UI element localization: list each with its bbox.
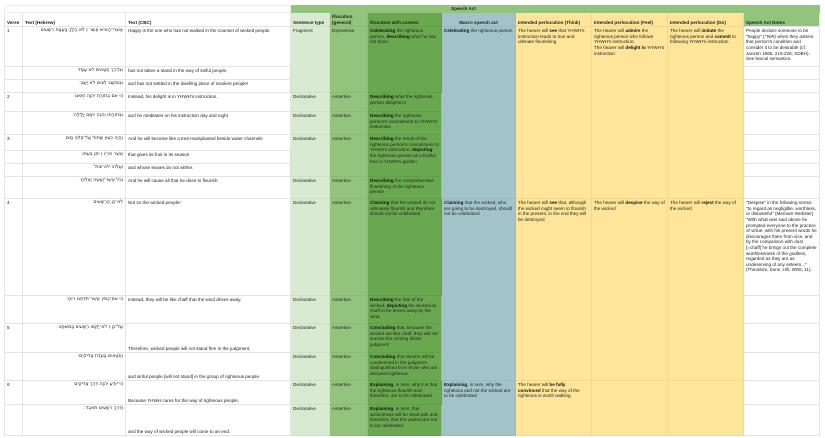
header-illocution-general[interactable]: Illocution (general) [330,13,368,27]
cbc-text-cell[interactable]: and sinful people [will not stand] in the group of righteous people. [126,353,291,381]
macro-speech-act-cell[interactable]: Explaining, in sum, why the righteous and not the wicked are to be celebrated [442,381,516,436]
hebrew-text-cell[interactable]: וְחַטָּאִים בַּעֲדַת צַדִּיקִים׃ [23,353,126,381]
illocution-context-cell[interactable]: Explaining, in sum, that wickedness will be dealt with and, therefore, that the wicked are not to be celebrated [368,405,442,436]
cbc-text-cell[interactable]: And he will become like a tree transplanted beside water channels [126,135,291,151]
notes-cell[interactable] [744,135,820,151]
sentence-type-cell[interactable]: Declarative [291,381,330,405]
sentence-type-cell[interactable]: Declarative [291,93,330,112]
table-row [5,27,820,67]
cbc-text-cell[interactable]: and whose leaves do not wither. [126,164,291,177]
header-macro-speech-act[interactable]: Macro speech act [442,13,516,27]
hebrew-text-cell[interactable]: עַל־כֵּן ׀ לֹא־יָקֻמוּ רְשָׁעִים בַּמִּשְׁפָּט [23,324,126,353]
sentence-type-cell[interactable]: Declarative [291,324,330,353]
illocution-context-cell[interactable]: Describing the fate of the wicked; depicting the wicked as chaff to be driven away by the wind [368,296,442,324]
sentence-type-cell[interactable]: Fragment [291,27,330,93]
notes-cell[interactable] [744,381,820,405]
verse-cell[interactable] [5,405,23,436]
macro-speech-act-cell[interactable]: Claiming that the wicked, who are going to be destroyed, should not be celebrated [442,199,516,381]
illocution-context-cell[interactable]: Describing what the righteous person delights in [368,93,442,112]
macro-speech-act-cell[interactable]: Celebrating the righteous person [442,27,516,199]
notes-cell[interactable] [744,324,820,353]
hebrew-text-cell[interactable]: וְהָיָה כְּעֵץ שָׁתוּל עַל־פַּלְגֵי מָיִם [23,135,126,151]
verse-cell[interactable]: 6 [5,381,23,405]
perlocution-feel-cell[interactable]: The hearer will admire the righteous person who follows YHWH's instruction; The hearer will delight in YHWH's instruction [592,27,668,199]
speech-act-spreadsheet [4,5,820,436]
sentence-type-cell[interactable]: Declarative [291,296,330,324]
illocution-context-cell[interactable]: Celebrating the righteous person, describing what he has not done [368,27,442,93]
speech-act-band[interactable]: Speech Act [291,6,820,13]
table-row [5,199,820,296]
perlocution-do-cell[interactable]: The hearer will imitate the righteous person and commit to following YHWH's instruction [668,27,744,199]
cbc-text-cell[interactable]: Because YHWH cares for the way of righteous people, [126,381,291,405]
cbc-text-cell[interactable]: has not taken a stand in the way of sinful people, [126,67,291,80]
cbc-text-cell[interactable]: and he meditates on his instruction day and night. [126,112,291,135]
hebrew-text-cell[interactable]: אַשְׁרֵי־הָאִישׁ אֲשֶׁר ׀ לֹא הָלַךְ בַּעֲצַת רְשָׁעִים [23,27,126,67]
perlocution-feel-cell[interactable]: The hearer will despise the way of the wicked [592,199,668,381]
illocution-context-cell[interactable]: Describing the result of the righteous person's commitment to YHWH's instruction; depicting the righteous person as a fruitful tree in YHWH's garden [368,135,442,177]
cbc-text-cell[interactable]: Not so the wicked people! [126,199,291,296]
notes-cell[interactable]: People declare someone to be "happy" (אשרי) when they admire that person's condition and consider it to be desirable (cf. Janzen 1965, 215-226; SDBH). See lexical semantics. [744,27,820,67]
perlocution-think-cell[interactable]: The hearer will see that, although the wicked might seem to flourish in the present, in the end they will be destroyed [516,199,592,381]
perlocution-do-cell[interactable] [668,381,744,436]
sentence-type-cell[interactable]: Declarative [291,199,330,296]
verse-cell[interactable] [5,353,23,381]
illocution-context-cell[interactable]: Describing the righteous person's commitment to YHWH's instruction [368,112,442,135]
sentence-type-cell[interactable]: Declarative [291,112,330,135]
table-row [5,381,820,405]
verse-cell[interactable]: 3 [5,135,23,151]
hebrew-text-cell[interactable]: וְכֹל אֲשֶׁר־יַעֲשֶׂה יַצְלִיחַ׃ [23,177,126,199]
hebrew-text-cell[interactable]: כִּי אִם־כַּמֹּץ אֲשֶׁר־תִּדְּפֶנּוּ רוּחַ׃ [23,296,126,324]
illocution-general-cell[interactable]: Assertive [330,324,368,353]
hebrew-text-cell[interactable]: וּבְדֶרֶךְ חַטָּאִים לֹא עָמָד [23,67,126,80]
header-verse[interactable]: Verse [5,13,23,27]
illocution-context-cell[interactable]: Concluding that, because the wicked are like chaff, they will not survive the coming divine judgment [368,324,442,353]
cbc-text-cell[interactable]: Instead, they will be like chaff that the wind drives away. [126,296,291,324]
verse-cell[interactable]: 5 [5,324,23,353]
notes-cell[interactable] [744,296,820,324]
hebrew-text-cell[interactable]: וְעָלֵהוּ לֹא־יִבּוֹל [23,164,126,177]
notes-cell[interactable] [744,177,820,199]
cbc-text-cell[interactable]: and has not settled in the dwelling place of insolent people! [126,80,291,93]
header-sentence-type[interactable]: Sentence type [291,13,330,27]
illocution-context-cell[interactable]: Explaining, in sum, why it is that the righteous flourish and, therefore, are to be celebrated [368,381,442,405]
illocution-general-cell[interactable]: Assertive [330,177,368,199]
verse-cell[interactable]: 1 [5,27,23,67]
verse-cell[interactable] [5,164,23,177]
notes-cell[interactable] [744,164,820,177]
hebrew-text-cell[interactable]: וְדֶרֶךְ רְשָׁעִים תֹּאבֵד׃ [23,405,126,436]
illocution-context-cell[interactable]: Claiming that the wicked do not ultimately flourish and therefore should not be celebrated [368,199,442,296]
verse-cell[interactable]: 2 [5,93,23,112]
sentence-type-cell[interactable]: Declarative [291,405,330,436]
hebrew-text-cell[interactable]: וּבְתוֹרָתוֹ יֶהְגֶּה יוֹמָם וָלָיְלָה׃ [23,112,126,135]
verse-cell[interactable] [5,67,23,80]
illocution-general-cell[interactable]: Assertive [330,353,368,381]
perlocution-feel-cell[interactable] [592,381,668,436]
cbc-text-cell[interactable]: and the way of wicked people will come to an end. [126,405,291,436]
illocution-general-cell[interactable]: Assertive [330,199,368,296]
illocution-context-cell[interactable]: Describing the comprehensive flourishing of the righteous person [368,177,442,199]
sentence-type-cell[interactable]: Declarative [291,177,330,199]
notes-cell[interactable]: "Despise" in the following sense: "to regard as negligible, worthless, or distasteful" (Merriam-Webster) "With what was said above he prompted everyone to the practice of virtue; with his present words he discourages them from vice, and by the comparison with dust [=chaff] he brings out the complete worthlessness of the godless, regarded as they are as undeserving of any esteem..." (Theodore, trans. Hill, 2006, 11). [744,199,820,296]
sentence-type-cell[interactable]: Declarative [291,135,330,177]
band-empty-cell[interactable] [5,6,291,13]
notes-cell[interactable] [744,405,820,436]
verse-cell[interactable] [5,296,23,324]
hebrew-text-cell[interactable]: כִּי אִם בְּתוֹרַת יְהוָה חֶפְצוֹ [23,93,126,112]
hebrew-text-cell[interactable]: אֲשֶׁר פִּרְיוֹ ׀ יִתֵּן בְּעִתּוֹ [23,151,126,164]
perlocution-do-cell[interactable]: The hearer will reject the way of the wicked [668,199,744,381]
illocution-general-cell[interactable]: Assertive [330,381,368,405]
cbc-text-cell[interactable]: And he will cause all that he does to flourish. [126,177,291,199]
illocution-general-cell[interactable]: Assertive [330,93,368,112]
perlocution-think-cell[interactable]: The hearer will be fully convinced that the way of the righteous is worth walking [516,381,592,436]
verse-cell[interactable] [5,151,23,164]
header-perlocution-think[interactable]: Intended perlocution (Think) [516,13,592,27]
notes-cell[interactable] [744,353,820,381]
verse-cell[interactable] [5,80,23,93]
sentence-type-cell[interactable]: Declarative [291,353,330,381]
cbc-text-cell[interactable]: that gives its fruit in its season [126,151,291,164]
illocution-general-cell[interactable]: Assertive [330,405,368,436]
hebrew-text-cell[interactable]: לֹא־כֵן הָרְשָׁעִים [23,199,126,296]
cbc-text-cell[interactable]: Therefore, wicked people will not stand firm in the judgment, [126,324,291,353]
cbc-text-cell[interactable]: Instead, his delight is in YHWH's instruction, [126,93,291,112]
notes-cell[interactable] [744,112,820,135]
header-illocution-context[interactable]: Illocution with context [368,13,442,27]
header-notes[interactable]: Speech Act Notes [744,13,820,27]
illocution-general-cell[interactable]: Expressive [330,27,368,93]
illocution-general-cell[interactable]: Assertive [330,296,368,324]
verse-cell[interactable] [5,177,23,199]
notes-cell[interactable] [744,80,820,93]
header-perlocution-do[interactable]: Intended perlocution (Do) [668,13,744,27]
hebrew-text-cell[interactable]: וּבְמוֹשַׁב לֵצִים לֹא יָשָׁב׃ [23,80,126,93]
perlocution-think-cell[interactable]: The hearer will see that YHWH's instruction leads to true and ultimate flourishing [516,27,592,199]
cbc-text-cell[interactable]: Happy is the one who has not walked in the counsel of wicked people. [126,27,291,67]
illocution-general-cell[interactable]: Assertive [330,112,368,135]
verse-cell[interactable]: 4 [5,199,23,296]
header-cbc[interactable]: Text (CBC) [126,13,291,27]
hebrew-text-cell[interactable]: כִּי־יוֹדֵעַ יְהוָה דֶּרֶךְ צַדִּיקִים [23,381,126,405]
illocution-context-cell[interactable]: Concluding that sinners will be condemned in the judgment, distinguished from those who are declared righteous [368,353,442,381]
notes-cell[interactable] [744,67,820,80]
header-hebrew[interactable]: Text (Hebrew) [23,13,126,27]
notes-cell[interactable] [744,151,820,164]
header-perlocution-feel[interactable]: Intended perlocution (Feel) [592,13,668,27]
verse-cell[interactable] [5,112,23,135]
notes-cell[interactable] [744,93,820,112]
illocution-general-cell[interactable]: Assertive [330,135,368,177]
